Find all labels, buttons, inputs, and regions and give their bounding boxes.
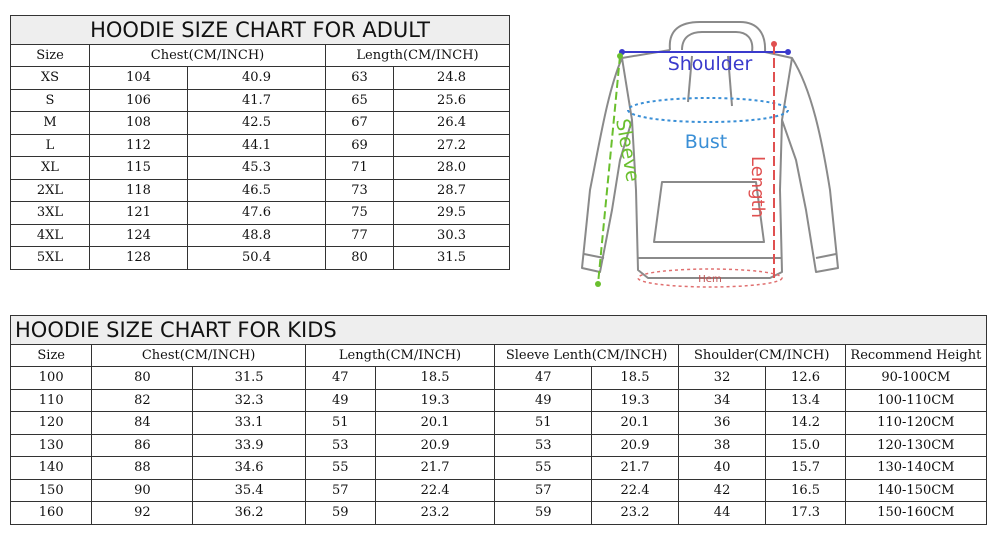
table-cell: 88 [92, 457, 193, 480]
table-cell: 21.7 [375, 457, 495, 480]
table-row [11, 202, 510, 225]
table-cell: 104 [90, 67, 188, 90]
table-cell: 73 [326, 179, 394, 202]
table-cell: 160 [11, 502, 92, 525]
table-cell: 33.9 [193, 434, 305, 457]
table-cell: 77 [326, 224, 394, 247]
table-cell: 20.9 [375, 434, 495, 457]
table-cell: 19.3 [375, 389, 495, 412]
table-cell: 44.1 [188, 134, 326, 157]
table-cell: 19.3 [592, 389, 679, 412]
hoodie-measurement-diagram [560, 10, 860, 300]
table-cell: 110 [11, 389, 92, 412]
table-cell: 45.3 [188, 157, 326, 180]
table-cell: 55 [495, 457, 592, 480]
table-row [11, 247, 510, 270]
table-cell: 12.6 [766, 367, 845, 390]
table-row [11, 112, 510, 135]
table-cell: 84 [92, 412, 193, 435]
table-cell: 34.6 [193, 457, 305, 480]
table-cell: 86 [92, 434, 193, 457]
table-cell: L [11, 134, 90, 157]
table-cell: 53 [495, 434, 592, 457]
table-cell: 17.3 [766, 502, 845, 525]
table-cell: 15.0 [766, 434, 845, 457]
table-cell: 35.4 [193, 479, 305, 502]
table-row [11, 457, 987, 480]
table-cell: 24.8 [394, 67, 510, 90]
table-cell: 90-100CM [845, 367, 986, 390]
kids-header-chest: Chest(CM/INCH) [92, 345, 305, 367]
table-cell: 18.5 [375, 367, 495, 390]
table-cell: 112 [90, 134, 188, 157]
table-cell: 47 [305, 367, 375, 390]
adult-header-length: Length(CM/INCH) [326, 45, 510, 67]
table-cell: 27.2 [394, 134, 510, 157]
kids-table-title: HOODIE SIZE CHART FOR KIDS [11, 316, 987, 345]
table-cell: 121 [90, 202, 188, 225]
table-cell: 15.7 [766, 457, 845, 480]
table-cell: 63 [326, 67, 394, 90]
table-cell: 40.9 [188, 67, 326, 90]
adult-table-title: HOODIE SIZE CHART FOR ADULT [11, 16, 510, 45]
table-cell: 115 [90, 157, 188, 180]
table-cell: 100 [11, 367, 92, 390]
table-cell: 67 [326, 112, 394, 135]
table-row [11, 224, 510, 247]
table-cell: 42 [678, 479, 766, 502]
table-cell: 46.5 [188, 179, 326, 202]
table-cell: 14.2 [766, 412, 845, 435]
table-cell: 51 [305, 412, 375, 435]
table-cell: 65 [326, 89, 394, 112]
bust-label: Bust [684, 131, 728, 153]
table-cell: 150-160CM [845, 502, 986, 525]
table-row [11, 179, 510, 202]
table-cell: 71 [326, 157, 394, 180]
table-cell: 140-150CM [845, 479, 986, 502]
table-cell: 33.1 [193, 412, 305, 435]
table-cell: 36.2 [193, 502, 305, 525]
table-cell: 25.6 [394, 89, 510, 112]
table-cell: 2XL [11, 179, 90, 202]
table-cell: 48.8 [188, 224, 326, 247]
table-cell: 20.1 [375, 412, 495, 435]
table-cell: 108 [90, 112, 188, 135]
table-cell: 49 [495, 389, 592, 412]
table-cell: 3XL [11, 202, 90, 225]
table-cell: 106 [90, 89, 188, 112]
table-cell: 49 [305, 389, 375, 412]
table-cell: 90 [92, 479, 193, 502]
table-row [11, 479, 987, 502]
table-cell: 20.9 [592, 434, 679, 457]
table-cell: 100-110CM [845, 389, 986, 412]
table-cell: 13.4 [766, 389, 845, 412]
sleeve-label: Sleeve [611, 117, 644, 184]
kids-header-sleeve: Sleeve Lenth(CM/INCH) [495, 345, 678, 367]
table-cell: 69 [326, 134, 394, 157]
length-measure [747, 41, 777, 282]
table-row [11, 502, 987, 525]
table-cell: 150 [11, 479, 92, 502]
table-cell: 51 [495, 412, 592, 435]
table-cell: 42.5 [188, 112, 326, 135]
table-cell: 118 [90, 179, 188, 202]
table-cell: 47.6 [188, 202, 326, 225]
table-row [11, 134, 510, 157]
table-cell: 50.4 [188, 247, 326, 270]
table-cell: 23.2 [375, 502, 495, 525]
table-cell: 41.7 [188, 89, 326, 112]
adult-size-table [10, 15, 510, 270]
table-cell: 75 [326, 202, 394, 225]
table-cell: 36 [678, 412, 766, 435]
table-cell: 82 [92, 389, 193, 412]
kids-header-height: Recommend Height [845, 345, 986, 367]
table-row [11, 434, 987, 457]
table-cell: 31.5 [193, 367, 305, 390]
table-cell: 28.7 [394, 179, 510, 202]
table-cell: XL [11, 157, 90, 180]
table-cell: 16.5 [766, 479, 845, 502]
length-label: Length [747, 156, 768, 219]
table-cell: 110-120CM [845, 412, 986, 435]
table-cell: 92 [92, 502, 193, 525]
table-cell: 130-140CM [845, 457, 986, 480]
table-row [11, 157, 510, 180]
table-cell: 26.4 [394, 112, 510, 135]
adult-table-body [11, 67, 510, 270]
table-row [11, 389, 987, 412]
table-cell: 80 [92, 367, 193, 390]
table-row [11, 367, 987, 390]
table-row [11, 89, 510, 112]
table-cell: 4XL [11, 224, 90, 247]
table-cell: 57 [495, 479, 592, 502]
table-cell: 140 [11, 457, 92, 480]
table-cell: 55 [305, 457, 375, 480]
table-cell: 23.2 [592, 502, 679, 525]
table-cell: 20.1 [592, 412, 679, 435]
table-cell: 32 [678, 367, 766, 390]
kids-table-body [11, 367, 987, 525]
adult-header-size: Size [11, 45, 90, 67]
kids-header-size: Size [11, 345, 92, 367]
table-cell: 28.0 [394, 157, 510, 180]
table-cell: 21.7 [592, 457, 679, 480]
table-cell: 22.4 [375, 479, 495, 502]
table-cell: 59 [305, 502, 375, 525]
table-cell: 128 [90, 247, 188, 270]
table-cell: 18.5 [592, 367, 679, 390]
table-cell: 80 [326, 247, 394, 270]
kids-header-shoulder: Shoulder(CM/INCH) [678, 345, 845, 367]
kids-header-length: Length(CM/INCH) [305, 345, 495, 367]
table-cell: 120-130CM [845, 434, 986, 457]
shoulder-measure [619, 49, 791, 75]
table-cell: 31.5 [394, 247, 510, 270]
table-cell: 124 [90, 224, 188, 247]
table-cell: 47 [495, 367, 592, 390]
table-cell: 32.3 [193, 389, 305, 412]
table-row [11, 67, 510, 90]
table-cell: 59 [495, 502, 592, 525]
table-cell: XS [11, 67, 90, 90]
table-cell: S [11, 89, 90, 112]
kids-size-table [10, 315, 987, 525]
table-cell: 29.5 [394, 202, 510, 225]
table-row [11, 412, 987, 435]
table-cell: 44 [678, 502, 766, 525]
table-cell: 5XL [11, 247, 90, 270]
shoulder-label: Shoulder [667, 53, 753, 75]
hem-label: Hem [698, 274, 722, 285]
bust-measure [628, 98, 788, 153]
table-cell: 38 [678, 434, 766, 457]
table-cell: 130 [11, 434, 92, 457]
adult-header-chest: Chest(CM/INCH) [90, 45, 326, 67]
table-cell: 57 [305, 479, 375, 502]
table-cell: 34 [678, 389, 766, 412]
table-cell: 30.3 [394, 224, 510, 247]
table-cell: 53 [305, 434, 375, 457]
table-cell: M [11, 112, 90, 135]
table-cell: 22.4 [592, 479, 679, 502]
table-cell: 40 [678, 457, 766, 480]
table-cell: 120 [11, 412, 92, 435]
